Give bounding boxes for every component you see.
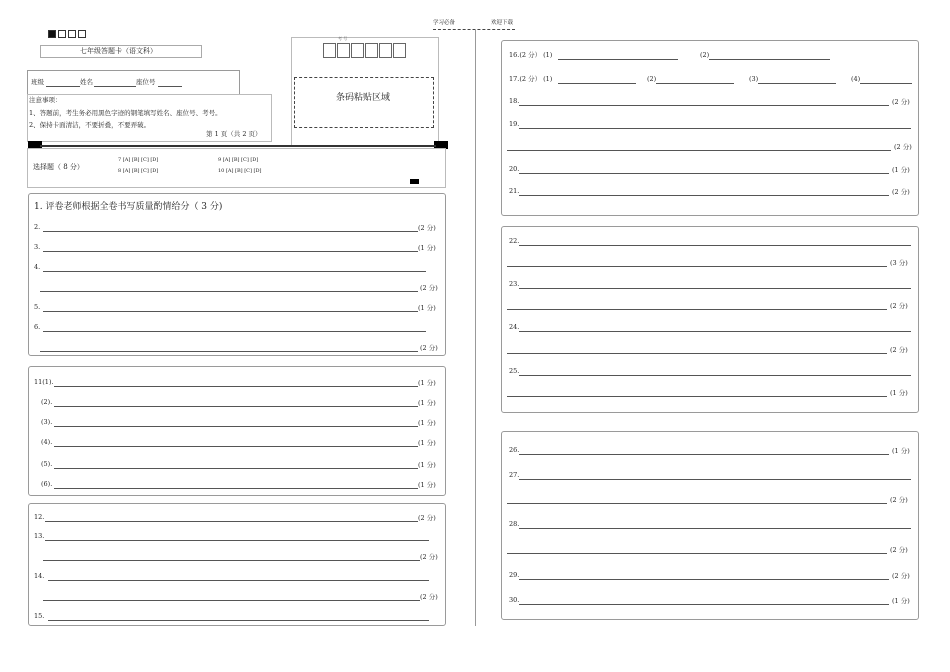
q11-2-label: (2). — [41, 398, 53, 406]
q4-label: 4. — [34, 263, 41, 271]
q24-answer-line[interactable] — [519, 331, 911, 332]
q28-answer-line-2[interactable] — [507, 553, 887, 554]
q14-score: (2 分) — [420, 593, 438, 601]
q19-answer-line-2[interactable] — [507, 150, 891, 151]
q24-label: 24. — [509, 323, 520, 331]
q16-label: 16.(2 分） (1) — [509, 51, 553, 59]
q14-answer-line-2[interactable] — [43, 600, 420, 601]
q27-label: 27. — [509, 471, 520, 479]
notice-1: 1、答题前，考生务必用黑色字迹的钢笔填写姓名、座位号、考号。 — [29, 109, 222, 117]
q20-score: (1 分) — [892, 166, 910, 174]
name-field[interactable] — [94, 86, 136, 87]
q24-answer-line-2[interactable] — [507, 353, 887, 354]
q11-6-score: (1 分) — [418, 481, 436, 489]
q5-answer-line[interactable] — [43, 311, 418, 312]
q13-answer-line-2[interactable] — [43, 560, 420, 561]
exam-no-cell[interactable] — [323, 43, 336, 58]
q21-answer-line[interactable] — [519, 195, 889, 196]
q13-score: (2 分) — [420, 553, 438, 561]
q4-score: (2 分) — [420, 284, 438, 292]
q17-3-answer-line[interactable] — [758, 83, 836, 84]
filled-square-icon — [48, 30, 56, 38]
q20-label: 20. — [509, 165, 520, 173]
q5-score: (1 分) — [418, 304, 436, 312]
q22-score: (3 分) — [890, 259, 908, 267]
q5-label: 5. — [34, 303, 41, 311]
q23-score: (2 分) — [890, 302, 908, 310]
class-field[interactable] — [46, 86, 80, 87]
q16-1-answer-line[interactable] — [558, 59, 678, 60]
q26-label: 26. — [509, 446, 520, 454]
q3-answer-line[interactable] — [43, 251, 418, 252]
q11-3-score: (1 分) — [418, 419, 436, 427]
q2-answer-line[interactable] — [43, 231, 418, 232]
q25-score: (1 分) — [890, 389, 908, 397]
q18-score: (2 分) — [892, 98, 910, 106]
exam-no-cell[interactable] — [365, 43, 378, 58]
q28-label: 28. — [509, 520, 520, 528]
q27-answer-line[interactable] — [519, 479, 911, 480]
barcode-label: 条码粘贴区域 — [336, 93, 391, 103]
q16-2-label: (2) — [700, 51, 710, 59]
corner-marker — [410, 179, 419, 184]
q11-3-label: (3). — [41, 418, 53, 426]
q11-1-answer-line[interactable] — [54, 386, 418, 387]
q23-label: 23. — [509, 280, 520, 288]
q22-answer-line[interactable] — [519, 245, 911, 246]
q13-answer-line[interactable] — [45, 540, 429, 541]
q11-1-label: 11(1). — [34, 378, 54, 386]
q12-score: (2 分) — [418, 514, 436, 522]
notice-2: 2、保持卡面清洁，不要折叠，不要弄破。 — [29, 121, 151, 129]
square-icon — [68, 30, 76, 38]
exam-no-cell[interactable] — [337, 43, 350, 58]
q6-answer-line[interactable] — [43, 331, 426, 332]
q2-label: 2. — [34, 223, 41, 231]
choice-q10[interactable]: 10 [A] [B] [C] [D] — [218, 168, 262, 174]
q23-answer-line[interactable] — [519, 288, 911, 289]
q21-score: (2 分) — [892, 188, 910, 196]
q4-answer-line-2[interactable] — [40, 291, 418, 292]
q26-answer-line[interactable] — [519, 454, 889, 455]
q25-answer-line-2[interactable] — [507, 396, 887, 397]
square-icon — [58, 30, 66, 38]
q30-score: (1 分) — [892, 597, 910, 605]
choice-q8[interactable]: 8 [A] [B] [C] [D] — [118, 168, 159, 174]
q1-text: 1. 评卷老师根据全卷书写质量酌情给分（ 3 分) — [34, 202, 223, 212]
q23-answer-line-2[interactable] — [507, 309, 887, 310]
q11-4-label: (4). — [41, 438, 53, 446]
q28-score: (2 分) — [890, 546, 908, 554]
q29-label: 29. — [509, 571, 520, 579]
q19-answer-line[interactable] — [519, 128, 911, 129]
q11-6-answer-line[interactable] — [54, 488, 418, 489]
q22-answer-line-2[interactable] — [507, 266, 887, 267]
q17-3-label: (3) — [749, 75, 759, 83]
q17-4-label: (4) — [851, 75, 861, 83]
q16-2-answer-line[interactable] — [709, 59, 830, 60]
answer-box-22-25 — [501, 226, 919, 413]
q4-answer-line[interactable] — [43, 271, 426, 272]
choice-label: 选择题（ 8 分） — [33, 163, 84, 171]
separator-bar — [40, 145, 436, 147]
q27-answer-line-2[interactable] — [507, 503, 887, 504]
q19-label: 19. — [509, 120, 520, 128]
q12-label: 12. — [34, 513, 45, 521]
choice-q9[interactable]: 9 [A] [B] [C] [D] — [218, 157, 259, 163]
q17-label: 17.(2 分） (1) — [509, 75, 553, 83]
square-icon — [78, 30, 86, 38]
notice-title: 注意事项： — [29, 96, 62, 104]
q11-6-label: (6). — [41, 480, 53, 488]
q25-answer-line[interactable] — [519, 375, 911, 376]
q27-score: (2 分) — [890, 496, 908, 504]
q2-score: (2 分) — [418, 224, 436, 232]
q11-5-score: (1 分) — [418, 461, 436, 469]
q3-score: (1 分) — [418, 244, 436, 252]
q15-label: 15. — [34, 612, 45, 620]
q11-1-score: (1 分) — [418, 379, 436, 387]
q6-answer-line-2[interactable] — [40, 351, 418, 352]
marker-squares — [48, 23, 88, 42]
q13-label: 13. — [34, 532, 45, 540]
choice-q7[interactable]: 7 [A] [B] [C] [D] — [118, 157, 159, 163]
q12-answer-line[interactable] — [45, 521, 418, 522]
q24-score: (2 分) — [890, 346, 908, 354]
q6-score: (2 分) — [420, 344, 438, 352]
q11-5-label: (5). — [41, 460, 53, 468]
card-title: 七年级答题卡（语文科） — [80, 47, 157, 55]
q29-answer-line[interactable] — [519, 579, 889, 580]
q18-label: 18. — [509, 97, 520, 105]
q14-label: 14. — [34, 572, 45, 580]
exam-no-cell[interactable] — [351, 43, 364, 58]
q11-4-answer-line[interactable] — [54, 446, 418, 447]
top-note-1: 学习必备 — [433, 20, 456, 26]
top-note-2: 欢迎下载 — [491, 20, 514, 26]
q3-label: 3. — [34, 243, 41, 251]
q30-answer-line[interactable] — [519, 604, 889, 605]
q17-4-answer-line[interactable] — [860, 83, 912, 84]
seat-field[interactable] — [158, 86, 182, 87]
q19-score: (2 分) — [894, 143, 912, 151]
q25-label: 25. — [509, 367, 520, 375]
exam-no-marks: 考 号 — [338, 36, 348, 41]
page-info: 第 1 页（共 2 页） — [206, 130, 262, 138]
q11-3-answer-line[interactable] — [54, 426, 418, 427]
q17-2-answer-line[interactable] — [656, 83, 734, 84]
q28-answer-line[interactable] — [519, 528, 911, 529]
q6-label: 6. — [34, 323, 41, 331]
student-info-box — [27, 70, 240, 95]
q14-answer-line[interactable] — [48, 580, 429, 581]
top-dashed-line — [433, 29, 515, 30]
q17-1-answer-line[interactable] — [558, 83, 636, 84]
q11-2-score: (1 分) — [418, 399, 436, 407]
q11-2-answer-line[interactable] — [54, 406, 418, 407]
name-label: 姓名 — [80, 78, 93, 86]
q17-2-label: (2) — [647, 75, 657, 83]
q30-label: 30. — [509, 596, 520, 604]
q21-label: 21. — [509, 187, 520, 195]
q18-answer-line[interactable] — [519, 105, 889, 106]
q26-score: (1 分) — [892, 447, 910, 455]
center-divider — [475, 30, 476, 626]
exam-no-cell[interactable] — [393, 43, 406, 58]
seat-label: 座位号 — [136, 78, 156, 86]
exam-no-cell[interactable] — [379, 43, 392, 58]
q15-answer-line[interactable] — [48, 620, 429, 621]
q11-4-score: (1 分) — [418, 439, 436, 447]
q22-label: 22. — [509, 237, 520, 245]
q11-5-answer-line[interactable] — [54, 468, 418, 469]
q20-answer-line[interactable] — [519, 173, 889, 174]
q29-score: (2 分) — [892, 572, 910, 580]
class-label: 班级 — [31, 78, 44, 86]
answer-box-26-30 — [501, 431, 919, 620]
